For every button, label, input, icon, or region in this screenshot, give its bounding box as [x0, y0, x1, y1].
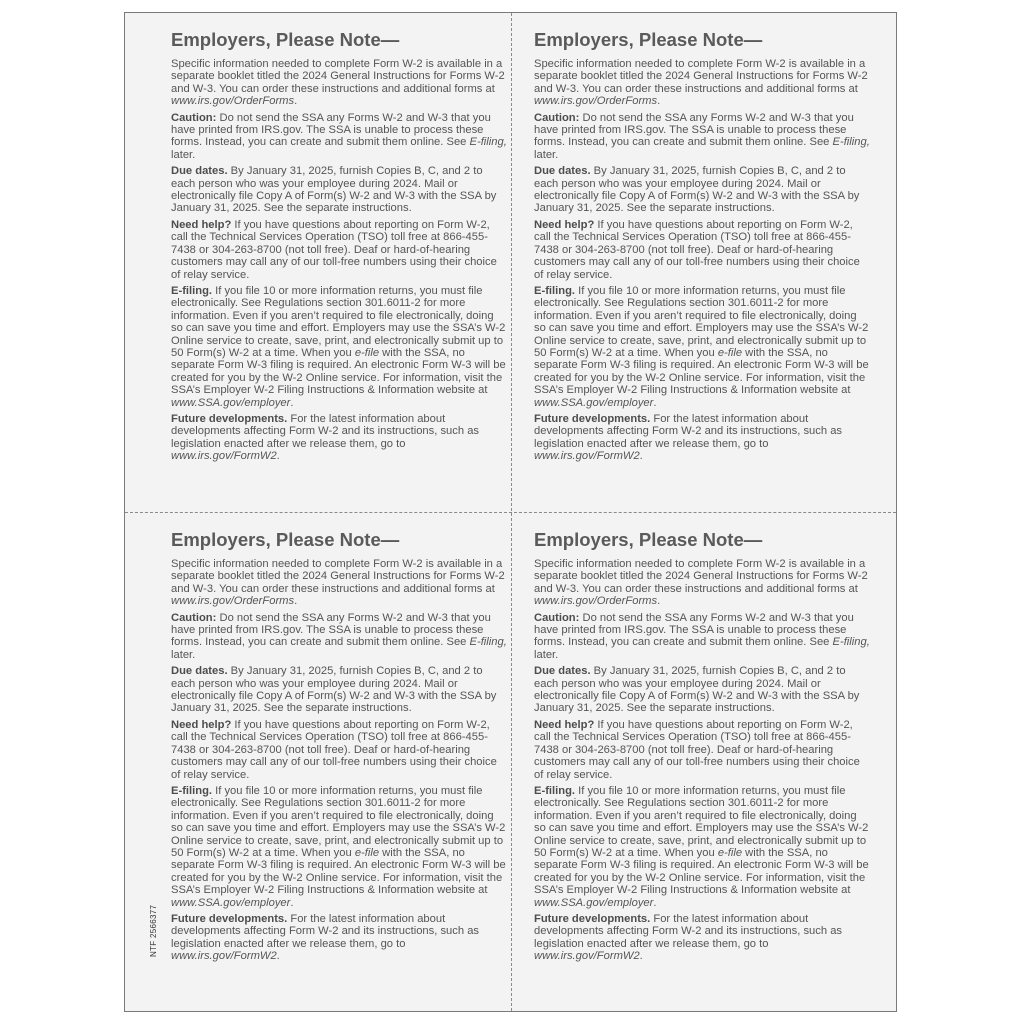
form-sheet	[124, 12, 897, 1012]
efiling-paragraph: E-filing. If you file 10 or more information returns, you must file electronically. See Regulations section 301.6011-2 for more information. Even if you aren’t required to file electronically, doing so can save you time and effort. Employers may use the SSA’s W-2 Online service to create, save, print, and electronically submit up to 50 Form(s) W-2 at a time. When you e-file with the SSA, no separate Form W-3 filing is required. An electronic Form W-3 will be created for you by the W-2 Online service. For information, visit the SSA’s Employer W-2 Filing Instructions & Information website at www.SSA.gov/employer.	[171, 784, 506, 909]
intro-paragraph: Specific information needed to complete Form W-2 is available in a separate booklet titled the 2024 General Instructions for Forms W-2 and W-3. You can order these instructions and additional forms at www.irs.gov/OrderForms.	[171, 558, 505, 608]
future-developments-paragraph: Future developments. For the latest information about developments affecting Form W-2 and its instructions, such as legislation enacted after we release them, go to www.irs.gov/FormW2.	[171, 412, 480, 463]
due-dates-paragraph: Due dates. By January 31, 2025, furnish Copies B, C, and 2 to each person who was your employee during 2024. Mail or electronically file Copy A of Form(s) W-2 and W-3 with the SSA by January 31, 2025. See the separate instructions.	[534, 165, 860, 215]
order-forms-link[interactable]: www.irs.gov/OrderForms	[171, 95, 295, 108]
formw2-link[interactable]: www.irs.gov/FormW2	[534, 950, 640, 963]
future-developments-paragraph: Future developments. For the latest information about developments affecting Form W-2 and its instructions, such as legislation enacted after we release them, go to www.irs.gov/FormW2.	[534, 412, 843, 463]
future-developments-paragraph: Future developments. For the latest information about developments affecting Form W-2 and its instructions, such as legislation enacted after we release them, go to www.irs.gov/FormW2.	[534, 912, 843, 963]
catalog-number: NTF 2566377	[149, 904, 158, 957]
notice-panel-bottom-right	[534, 528, 870, 967]
formw2-link[interactable]: www.irs.gov/FormW2	[534, 450, 640, 463]
efiling-paragraph: E-filing. If you file 10 or more information returns, you must file electronically. See Regulations section 301.6011-2 for more information. Even if you aren’t required to file electronically, doing so can save you time and effort. Employers may use the SSA’s W-2 Online service to create, save, print, and electronically submit up to 50 Form(s) W-2 at a time. When you e-file with the SSA, no separate Form W-3 filing is required. An electronic Form W-3 will be created for you by the W-2 Online service. For information, visit the SSA’s Employer W-2 Filing Instructions & Information website at www.SSA.gov/employer.	[534, 284, 869, 409]
future-developments-paragraph: Future developments. For the latest information about developments affecting Form W-2 and its instructions, such as legislation enacted after we release them, go to www.irs.gov/FormW2.	[171, 912, 480, 963]
intro-paragraph: Specific information needed to complete Form W-2 is available in a separate booklet titled the 2024 General Instructions for Forms W-2 and W-3. You can order these instructions and additional forms at www.irs.gov/OrderForms.	[534, 558, 868, 608]
notice-title: Employers, Please Note—	[171, 29, 400, 50]
order-forms-link[interactable]: www.irs.gov/OrderForms	[534, 95, 658, 108]
ssa-employer-link[interactable]: www.SSA.gov/employer	[534, 896, 654, 909]
horizontal-cut-line	[125, 512, 896, 513]
efiling-paragraph: E-filing. If you file 10 or more information returns, you must file electronically. See Regulations section 301.6011-2 for more information. Even if you aren’t required to file electronically, doing so can save you time and effort. Employers may use the SSA’s W-2 Online service to create, save, print, and electronically submit up to 50 Form(s) W-2 at a time. When you e-file with the SSA, no separate Form W-3 filing is required. An electronic Form W-3 will be created for you by the W-2 Online service. For information, visit the SSA’s Employer W-2 Filing Instructions & Information website at www.SSA.gov/employer.	[171, 284, 506, 409]
order-forms-link[interactable]: www.irs.gov/OrderForms	[171, 595, 295, 608]
intro-paragraph: Specific information needed to complete Form W-2 is available in a separate booklet titled the 2024 General Instructions for Forms W-2 and W-3. You can order these instructions and additional forms at www.irs.gov/OrderForms.	[534, 58, 868, 108]
notice-title: Employers, Please Note—	[534, 529, 763, 550]
order-forms-link[interactable]: www.irs.gov/OrderForms	[534, 595, 658, 608]
notice-title: Employers, Please Note—	[171, 529, 400, 550]
caution-paragraph: Caution: Do not send the SSA any Forms W-2 and W-3 that you have printed from IRS.gov. The SSA is unable to process these forms. Instead, you can create and submit them online. See E-filing, later.	[171, 111, 507, 161]
caution-paragraph: Caution: Do not send the SSA any Forms W-2 and W-3 that you have printed from IRS.gov. The SSA is unable to process these forms. Instead, you can create and submit them online. See E-filing, later.	[534, 111, 870, 161]
ssa-employer-link[interactable]: www.SSA.gov/employer	[171, 396, 291, 409]
formw2-link[interactable]: www.irs.gov/FormW2	[171, 950, 277, 963]
notice-panel-top-left	[171, 28, 507, 467]
need-help-paragraph: Need help? If you have questions about reporting on Form W-2, call the Technical Services Operation (TSO) toll free at 866-455-7438 or 304-263-8700 (not toll free). Deaf or hard-of-hearing customers may call any of our toll-free numbers using their choice of relay service.	[534, 218, 860, 281]
ssa-employer-link[interactable]: www.SSA.gov/employer	[534, 396, 654, 409]
caution-paragraph: Caution: Do not send the SSA any Forms W-2 and W-3 that you have printed from IRS.gov. The SSA is unable to process these forms. Instead, you can create and submit them online. See E-filing, later.	[534, 611, 870, 661]
need-help-paragraph: Need help? If you have questions about reporting on Form W-2, call the Technical Services Operation (TSO) toll free at 866-455-7438 or 304-263-8700 (not toll free). Deaf or hard-of-hearing customers may call any of our toll-free numbers using their choice of relay service.	[171, 718, 497, 781]
need-help-paragraph: Need help? If you have questions about reporting on Form W-2, call the Technical Services Operation (TSO) toll free at 866-455-7438 or 304-263-8700 (not toll free). Deaf or hard-of-hearing customers may call any of our toll-free numbers using their choice of relay service.	[171, 218, 497, 281]
notice-panel-top-right	[534, 28, 870, 467]
ssa-employer-link[interactable]: www.SSA.gov/employer	[171, 896, 291, 909]
need-help-paragraph: Need help? If you have questions about reporting on Form W-2, call the Technical Services Operation (TSO) toll free at 866-455-7438 or 304-263-8700 (not toll free). Deaf or hard-of-hearing customers may call any of our toll-free numbers using their choice of relay service.	[534, 718, 860, 781]
notice-panel-bottom-left	[171, 528, 507, 967]
caution-paragraph: Caution: Do not send the SSA any Forms W-2 and W-3 that you have printed from IRS.gov. The SSA is unable to process these forms. Instead, you can create and submit them online. See E-filing, later.	[171, 611, 507, 661]
due-dates-paragraph: Due dates. By January 31, 2025, furnish Copies B, C, and 2 to each person who was your employee during 2024. Mail or electronically file Copy A of Form(s) W-2 and W-3 with the SSA by January 31, 2025. See the separate instructions.	[171, 165, 497, 215]
due-dates-paragraph: Due dates. By January 31, 2025, furnish Copies B, C, and 2 to each person who was your employee during 2024. Mail or electronically file Copy A of Form(s) W-2 and W-3 with the SSA by January 31, 2025. See the separate instructions.	[171, 665, 497, 715]
formw2-link[interactable]: www.irs.gov/FormW2	[171, 450, 277, 463]
due-dates-paragraph: Due dates. By January 31, 2025, furnish Copies B, C, and 2 to each person who was your employee during 2024. Mail or electronically file Copy A of Form(s) W-2 and W-3 with the SSA by January 31, 2025. See the separate instructions.	[534, 665, 860, 715]
efiling-paragraph: E-filing. If you file 10 or more information returns, you must file electronically. See Regulations section 301.6011-2 for more information. Even if you aren’t required to file electronically, doing so can save you time and effort. Employers may use the SSA’s W-2 Online service to create, save, print, and electronically submit up to 50 Form(s) W-2 at a time. When you e-file with the SSA, no separate Form W-3 filing is required. An electronic Form W-3 will be created for you by the W-2 Online service. For information, visit the SSA’s Employer W-2 Filing Instructions & Information website at www.SSA.gov/employer.	[534, 784, 869, 909]
intro-paragraph: Specific information needed to complete Form W-2 is available in a separate booklet titled the 2024 General Instructions for Forms W-2 and W-3. You can order these instructions and additional forms at www.irs.gov/OrderForms.	[171, 58, 505, 108]
notice-title: Employers, Please Note—	[534, 29, 763, 50]
